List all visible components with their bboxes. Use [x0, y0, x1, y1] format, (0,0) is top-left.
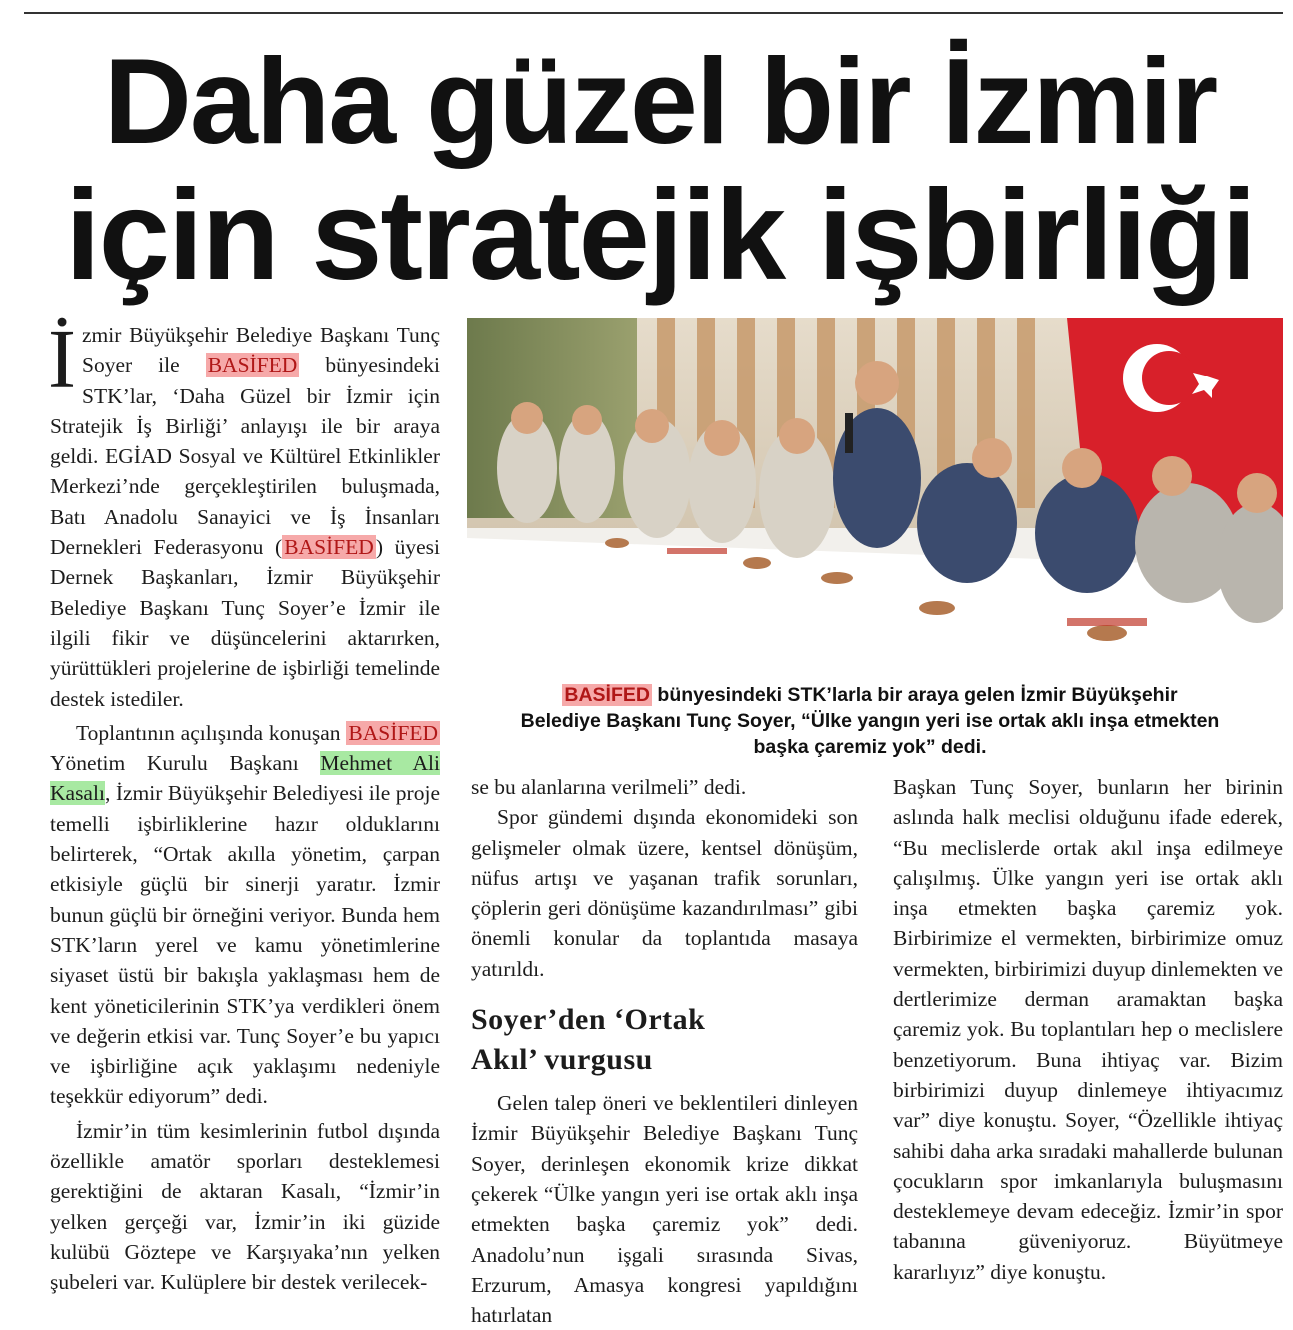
- article-column-1: [48, 313, 441, 1298]
- meeting-photo-illustration: [467, 318, 1283, 666]
- drop-cap: İ: [48, 313, 76, 406]
- subheading-line-2: Akıl’ vurgusu: [471, 1043, 653, 1077]
- text-span: bünyesindeki STK’lar, ‘Daha Güzel bir İzmir için Stratejik İş Birliği’ anlayışı ile bir araya geldi. EGİAD Sosyal ve Kültürel Etkinlikler Merkezi’nde gerçekleştirilen buluşmada, Batı Anadolu Sanayici ve İş İnsanları Dernekleri Federasyonu (: [50, 353, 440, 560]
- caption-text: bünyesindeki STK’larla bir araya gelen İzmir Büyükşehir Belediye Başkanı Tunç Soyer, “Ülke yangın yeri ise ortak aklı inşa etmekten başka çaremiz yok” dedi.: [520, 684, 1220, 758]
- text-span: , İzmir Büyükşehir Belediyesi ile proje temelli işbirliklerine hazır olduklarını belirterek, “Ortak akılla yönetim, çarpan etkisiyle güçlü bir sinerji yaratır. İzmir bunun güçlü bir örneğini veriyor. Bunda hem STK’ların yerel ve kamu yönetimlerine siyaset üstü bir bakışla yaklaşması hem de kent yöneticilerinin STK’ya verdikleri önem ve değerin etkisi var. Tunç Soyer’e bu yapıcı ve işbirliğine açık yaklaşımı nedeniyle teşekkür ediyorum” dedi.: [50, 781, 440, 1109]
- text-span: Yönetim Kurulu Başkanı: [50, 751, 321, 776]
- article-column-3: [893, 772, 1283, 1287]
- text-span: ) üyesi Dernek Başkanları, İzmir Büyükşehir Belediye Başkanı Tunç Soyer’e İzmir ile ilgili fikir ve düşüncelerini aktarırken, yürüttükleri projelerine de işbirliği temelinde destek istediler.: [50, 535, 440, 711]
- org-highlight: BASİFED: [284, 535, 374, 560]
- photo-caption: [520, 682, 1220, 760]
- paragraph-agenda: Spor gündemi dışında ekonomideki son gelişmeler olmak üzere, kentsel dönüşüm, nüfus artışı ve yaşanan trafik sorunları, çöplerin geri dönüşüme kazandırılması” gibi önemli konular da toplantıda masaya yatırıldı.: [471, 805, 858, 981]
- meeting-photo: [467, 318, 1283, 666]
- article-column-2: [471, 772, 858, 1330]
- headline-line-1: Daha güzel bir İzmir: [103, 33, 1217, 169]
- paragraph-sports: İzmir’in tüm kesimlerinin futbol dışında özellikle amatör sporları desteklemesi gerektiğini de aktaran Kasalı, “İzmir’in yelken gerçeği var, İzmir’in iki güzide kulübü Göztepe ve Karşıyaka’nın yelken şubeleri var. Kulüplere bir destek verilecek-: [50, 1118, 440, 1295]
- subheading: [471, 1000, 858, 1080]
- org-highlight: BASİFED: [348, 720, 438, 745]
- paragraph-soyer: Gelen talep öneri ve beklentileri dinleyen İzmir Büyükşehir Belediye Başkanı Tunç Soyer, derinleşen ekonomik krize dikkat çekerek “Ülke yangın yeri ise ortak aklı inşa etmekten başka çaremiz yok” dedi. Anadolu’nun işgali sırasında Sivas, Erzurum, Amasya kongresi yapıldığını hatırlatan: [471, 1091, 858, 1328]
- top-rule: [24, 12, 1283, 14]
- paragraph-soyer-quote: Başkan Tunç Soyer, bunların her birinin aslında halk meclisi olduğunu ifade ederek, “Bu meclislerde ortak akıl inşa edilmeye çalışılmış. Ülke yangın yeri ise ortak aklı inşa etmekten başka çaremiz yok. Birbirimize el vermekten, birbirimize omuz vermekten, birbirimizi duyup dinlemekten ve dertlerimize derman aramaktan başka çaremiz yok. Bu toplantıları hep o meclislere benzetiyorum. Buna ihtiyaç var. Bizim birbirimizi duyup dinlemeye ihtiyacımız var” diye konuştu. Soyer, “Özellikle ihtiyaç sahibi daha arka sıradaki mahallerde bulunan çocukların spor imkanlarıyla buluşmasını desteklemeye devam edeceğiz. İzmir’in spor tabanına güveniyoruz. Büyütmeye kararlıyız” diye konuştu.: [893, 775, 1283, 1284]
- paragraph-intro: [48, 313, 440, 714]
- text-span: zmir Büyükşehir Belediye Başkanı Tunç Soyer ile: [81, 323, 440, 378]
- paragraph-continuation: se bu alanlarına verilmeli” dedi.: [471, 775, 747, 799]
- person-highlight: Mehmet Ali Kasalı: [50, 751, 441, 806]
- paragraph-kasali: [50, 718, 440, 1112]
- text-span: Toplantının açılışında konuşan: [76, 720, 347, 745]
- org-highlight: BASİFED: [207, 353, 298, 378]
- subheading-line-1: Soyer’den ‘Ortak: [471, 1003, 706, 1037]
- headline-line-2: için stratejik işbirliği: [65, 164, 1255, 307]
- caption-org-highlight: BASİFED: [564, 684, 650, 706]
